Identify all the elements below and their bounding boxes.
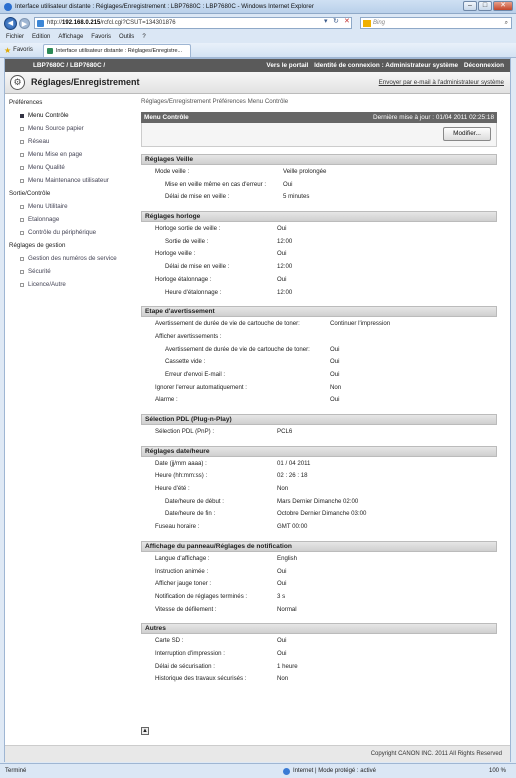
setting-row bbox=[141, 331, 497, 344]
setting-row bbox=[141, 483, 497, 496]
setting-value: Oui bbox=[330, 358, 340, 366]
section-heading: Affichage du panneau/Réglages de notification bbox=[141, 541, 497, 552]
panel-title-bar bbox=[141, 112, 497, 123]
setting-value: Non bbox=[277, 675, 289, 683]
bullet-icon bbox=[20, 205, 24, 209]
setting-value: Oui bbox=[277, 567, 287, 575]
setting-row bbox=[141, 382, 497, 395]
setting-value: 12:00 bbox=[277, 288, 293, 296]
menu-favoris[interactable]: Favoris bbox=[91, 34, 111, 40]
setting-row bbox=[141, 648, 497, 661]
setting-row bbox=[141, 673, 497, 686]
setting-label: Afficher avertissements : bbox=[155, 332, 222, 340]
bullet-icon bbox=[20, 153, 24, 157]
copyright: Copyright CANON INC. 2011 All Rights Reserved bbox=[5, 745, 510, 762]
main-content bbox=[141, 96, 497, 686]
setting-value: PCL6 bbox=[277, 428, 293, 435]
favorites-bar bbox=[0, 43, 516, 58]
sidebar-item[interactable] bbox=[5, 252, 133, 265]
sidebar-item[interactable] bbox=[5, 265, 133, 278]
sidebar-item[interactable] bbox=[5, 135, 133, 148]
setting-row bbox=[141, 394, 497, 407]
sidebar-item-label: Menu Qualité bbox=[28, 164, 65, 171]
setting-value: Octobre Dernier Dimanche 03:00 bbox=[277, 510, 367, 518]
setting-label: Délai de mise en veille : bbox=[165, 193, 230, 201]
web-page bbox=[4, 58, 511, 762]
last-update: Dernière mise à jour : 01/04 2011 02:25:18 bbox=[372, 114, 494, 121]
panel-body bbox=[141, 123, 497, 147]
forward-button[interactable]: ▶ bbox=[19, 18, 30, 29]
setting-row bbox=[141, 369, 497, 382]
setting-row bbox=[141, 496, 497, 509]
bing-icon bbox=[363, 20, 371, 27]
portal-link[interactable]: Vers le portail bbox=[266, 62, 309, 69]
back-button[interactable]: ◀ bbox=[4, 17, 17, 30]
setting-label: Carte SD : bbox=[155, 637, 184, 645]
setting-label: Vitesse de défilement : bbox=[155, 605, 217, 613]
setting-label: Ignorer l'erreur automatiquement : bbox=[155, 383, 247, 391]
security-zone bbox=[283, 764, 376, 778]
section-heading: Autres bbox=[141, 623, 497, 634]
logout-link[interactable]: Déconnexion bbox=[463, 62, 504, 69]
setting-row bbox=[141, 508, 497, 521]
setting-label: Cassette vide : bbox=[165, 358, 206, 366]
setting-label: Sélection PDL (PnP) : bbox=[155, 428, 215, 435]
setting-label: Date (jj/mm aaaa) : bbox=[155, 459, 207, 467]
sidebar-item-label: Menu Mise en page bbox=[28, 151, 83, 158]
browser-tab[interactable] bbox=[43, 44, 191, 57]
setting-label: Fuseau horaire : bbox=[155, 523, 200, 531]
setting-label: Historique des travaux sécurisés : bbox=[155, 675, 247, 683]
top-band bbox=[5, 59, 510, 72]
dropdown-icon[interactable]: ▾ bbox=[324, 18, 328, 25]
sidebar-item-label: Gestion des numéros de service bbox=[28, 255, 117, 262]
sidebar-group-heading: Sortie/Contrôle bbox=[9, 190, 51, 197]
panel-title: Menu Contrôle bbox=[144, 114, 189, 121]
refresh-icon[interactable]: ↻ bbox=[333, 18, 339, 25]
page-top-icon[interactable]: ▲ bbox=[142, 728, 148, 734]
setting-value: Oui bbox=[277, 225, 287, 233]
sidebar-item[interactable] bbox=[5, 109, 133, 122]
device-name: LBP7680C / LBP7680C / bbox=[33, 62, 106, 69]
setting-row bbox=[141, 521, 497, 534]
setting-label: Instruction animée : bbox=[155, 567, 209, 575]
setting-row bbox=[141, 356, 497, 369]
section-heading: Etape d'avertissement bbox=[141, 306, 497, 317]
settings-section bbox=[141, 414, 497, 439]
setting-row bbox=[141, 553, 497, 566]
sidebar-item[interactable] bbox=[5, 278, 133, 291]
setting-row bbox=[141, 566, 497, 579]
sidebar-item-label: Sécurité bbox=[28, 268, 51, 275]
setting-value: 12:00 bbox=[277, 263, 293, 271]
settings-section bbox=[141, 446, 497, 534]
setting-label: Mode veille : bbox=[155, 168, 190, 175]
tab-label: Interface utilisateur distante : Réglages/Enregistre... bbox=[55, 47, 183, 54]
setting-value: 3 s bbox=[277, 592, 286, 600]
setting-label: Heure d'été : bbox=[155, 485, 190, 493]
bullet-icon bbox=[20, 140, 24, 144]
setting-row bbox=[141, 591, 497, 604]
menu-help[interactable]: ? bbox=[142, 34, 146, 40]
setting-value: Oui bbox=[277, 580, 287, 588]
setting-label: Afficher jauge toner : bbox=[155, 580, 212, 588]
search-placeholder: Bing bbox=[373, 20, 386, 26]
zoom-control[interactable]: 100 % bbox=[488, 768, 506, 774]
setting-row bbox=[141, 236, 497, 249]
section-heading: Réglages horloge bbox=[141, 211, 497, 222]
sidebar-item[interactable] bbox=[5, 161, 133, 174]
star-icon: ★ bbox=[4, 45, 12, 55]
sidebar-item[interactable] bbox=[5, 226, 133, 239]
bullet-icon bbox=[20, 231, 24, 235]
setting-row bbox=[141, 287, 497, 300]
setting-label: Erreur d'envoi E-mail : bbox=[165, 370, 226, 378]
bullet-icon bbox=[20, 218, 24, 222]
close-window-button[interactable]: ✕ bbox=[493, 1, 513, 11]
setting-value: 12:00 bbox=[277, 237, 293, 245]
setting-value: 1 heure bbox=[277, 662, 298, 670]
setting-value: Oui bbox=[277, 649, 287, 657]
page-header bbox=[5, 72, 510, 94]
setting-value: Oui bbox=[330, 345, 340, 353]
window-controls bbox=[463, 1, 513, 11]
setting-value: Veille prolongée bbox=[283, 168, 327, 175]
settings-section bbox=[141, 306, 497, 407]
stop-icon[interactable]: ✕ bbox=[344, 18, 350, 25]
sidebar-group-heading: Réglages de gestion bbox=[9, 242, 66, 249]
settings-sections bbox=[141, 154, 497, 686]
sidebar-item-label: Menu Source papier bbox=[28, 125, 84, 132]
bullet-icon bbox=[20, 166, 24, 170]
setting-value: Non bbox=[277, 485, 289, 493]
setting-value: GMT 00:00 bbox=[277, 523, 308, 531]
setting-row bbox=[141, 318, 497, 331]
sidebar-item[interactable] bbox=[5, 148, 133, 161]
sidebar-item[interactable] bbox=[5, 213, 133, 226]
setting-value: 02 : 26 : 18 bbox=[277, 472, 308, 480]
setting-label: Délai de mise en veille : bbox=[165, 263, 230, 271]
maximize-button[interactable]: □ bbox=[478, 1, 492, 11]
setting-value: English bbox=[277, 554, 297, 562]
setting-label: Avertissement de durée de vie de cartouche de toner: bbox=[155, 320, 300, 328]
setting-row bbox=[141, 261, 497, 274]
url-host: 192.168.0.215 bbox=[62, 20, 101, 26]
tab-page-icon bbox=[47, 48, 53, 54]
setting-label: Horloge veille : bbox=[155, 250, 196, 258]
bullet-icon bbox=[20, 283, 24, 287]
setting-label: Heure d'étalonnage : bbox=[165, 288, 222, 296]
setting-value: 01 / 04 2011 bbox=[277, 459, 311, 467]
setting-value: Continuer l'impression bbox=[330, 320, 391, 328]
login-identity: Identité de connexion : Administrateur système bbox=[314, 62, 459, 69]
setting-label: Notification de réglages terminés : bbox=[155, 592, 248, 600]
sidebar-item-label: Etalonnage bbox=[28, 216, 60, 223]
setting-row bbox=[141, 635, 497, 648]
bullet-icon bbox=[20, 127, 24, 131]
setting-row bbox=[141, 604, 497, 617]
menu-affichage[interactable]: Affichage bbox=[58, 34, 84, 40]
sidebar-group-heading: Préférences bbox=[9, 99, 43, 106]
setting-row bbox=[141, 470, 497, 483]
setting-value: Oui bbox=[277, 637, 287, 645]
section-heading: Réglages date/heure bbox=[141, 446, 497, 457]
sidebar-item-label: Licence/Autre bbox=[28, 281, 66, 288]
setting-value: Oui bbox=[330, 396, 340, 404]
settings-section bbox=[141, 211, 497, 299]
setting-label: Date/heure de début : bbox=[165, 497, 224, 505]
setting-value: Oui bbox=[277, 275, 287, 283]
setting-value: Normal bbox=[277, 605, 297, 613]
setting-row bbox=[141, 344, 497, 357]
bullet-icon bbox=[20, 114, 24, 118]
search-icon[interactable]: ⌕ bbox=[504, 20, 508, 26]
zone-text: Internet | Mode protégé : activé bbox=[293, 768, 376, 774]
breadcrumb: Réglages/Enregistrement Préférences Menu Contrôle bbox=[141, 98, 289, 105]
sidebar-item-label: Réseau bbox=[28, 138, 50, 145]
settings-section bbox=[141, 623, 497, 686]
menu-bar bbox=[0, 32, 516, 43]
setting-row bbox=[141, 426, 497, 439]
address-bar[interactable] bbox=[34, 17, 352, 29]
sidebar-item-label: Menu Contrôle bbox=[28, 112, 69, 119]
setting-label: Alarme : bbox=[155, 396, 178, 404]
setting-value: 5 minutes bbox=[283, 193, 310, 201]
setting-label: Avertissement de durée de vie de cartouche de toner: bbox=[165, 345, 310, 353]
setting-row bbox=[141, 166, 497, 179]
bullet-icon bbox=[20, 257, 24, 261]
setting-label: Sortie de veille : bbox=[165, 237, 209, 245]
setting-row bbox=[141, 223, 497, 236]
settings-section bbox=[141, 154, 497, 204]
setting-label: Langue d'affichage : bbox=[155, 554, 210, 562]
sidebar-item-label: Menu Maintenance utilisateur bbox=[28, 177, 109, 184]
setting-value: Oui bbox=[330, 370, 340, 378]
status-text: Terminé bbox=[5, 768, 27, 774]
window-titlebar bbox=[0, 0, 516, 14]
page-title: Réglages/Enregistrement bbox=[31, 77, 140, 87]
setting-row bbox=[141, 179, 497, 192]
menu-fichier[interactable]: Fichier bbox=[6, 34, 25, 40]
page-icon bbox=[37, 20, 44, 27]
setting-row bbox=[141, 578, 497, 591]
setting-label: Délai de sécurisation : bbox=[155, 662, 215, 670]
setting-row bbox=[141, 191, 497, 204]
sidebar-item[interactable] bbox=[5, 200, 133, 213]
url-prefix: http:// bbox=[47, 20, 63, 26]
setting-row bbox=[141, 248, 497, 261]
globe-icon bbox=[283, 768, 290, 775]
sidebar bbox=[5, 96, 133, 291]
setting-row bbox=[141, 274, 497, 287]
search-input[interactable] bbox=[360, 17, 512, 29]
address-row bbox=[0, 14, 516, 32]
favorites-button[interactable]: Favoris bbox=[13, 47, 33, 53]
mail-admin-link[interactable]: Envoyer par e-mail à l'administrateur système bbox=[378, 79, 504, 86]
setting-label: Horloge étalonnage : bbox=[155, 275, 212, 283]
sidebar-item[interactable] bbox=[5, 122, 133, 135]
sidebar-item-label: Menu Utilitaire bbox=[28, 203, 68, 210]
modify-button[interactable]: Modifier... bbox=[443, 127, 491, 141]
setting-value: Oui bbox=[277, 250, 287, 258]
minimize-button[interactable]: – bbox=[463, 1, 477, 11]
setting-label: Date/heure de fin : bbox=[165, 510, 216, 518]
setting-label: Mise en veille même en cas d'erreur : bbox=[165, 180, 267, 188]
setting-label: Interruption d'impression : bbox=[155, 649, 225, 657]
bullet-icon bbox=[20, 270, 24, 274]
setting-label: Horloge sortie de veille : bbox=[155, 225, 221, 233]
menu-outils[interactable]: Outils bbox=[118, 34, 135, 40]
setting-value: Non bbox=[330, 383, 342, 391]
setting-value: Oui bbox=[283, 180, 293, 188]
sidebar-item[interactable] bbox=[5, 174, 133, 187]
setting-label: Heure (hh:mm:ss) : bbox=[155, 472, 208, 480]
window-title: Interface utilisateur distante : Réglages/Enregistrement : LBP7680C : LBP7680C - Windows Internet Explorer bbox=[15, 3, 314, 10]
section-heading: Sélection PDL (Plug-n-Play) bbox=[141, 414, 497, 425]
status-bar bbox=[0, 763, 516, 778]
url-path: /rcfcl.cgi?CSUT=134301876 bbox=[100, 20, 176, 26]
menu-edition[interactable]: Edition bbox=[32, 34, 51, 40]
section-heading: Réglages Veille bbox=[141, 154, 497, 165]
ie-logo-icon bbox=[4, 3, 12, 11]
bullet-icon bbox=[20, 179, 24, 183]
settings-section bbox=[141, 541, 497, 616]
sidebar-item-label: Contrôle du périphérique bbox=[28, 229, 97, 236]
setting-row bbox=[141, 458, 497, 471]
setting-row bbox=[141, 661, 497, 674]
setting-value: Mars Dernier Dimanche 02:00 bbox=[277, 497, 359, 505]
settings-logo-icon: ⚙ bbox=[10, 75, 25, 90]
